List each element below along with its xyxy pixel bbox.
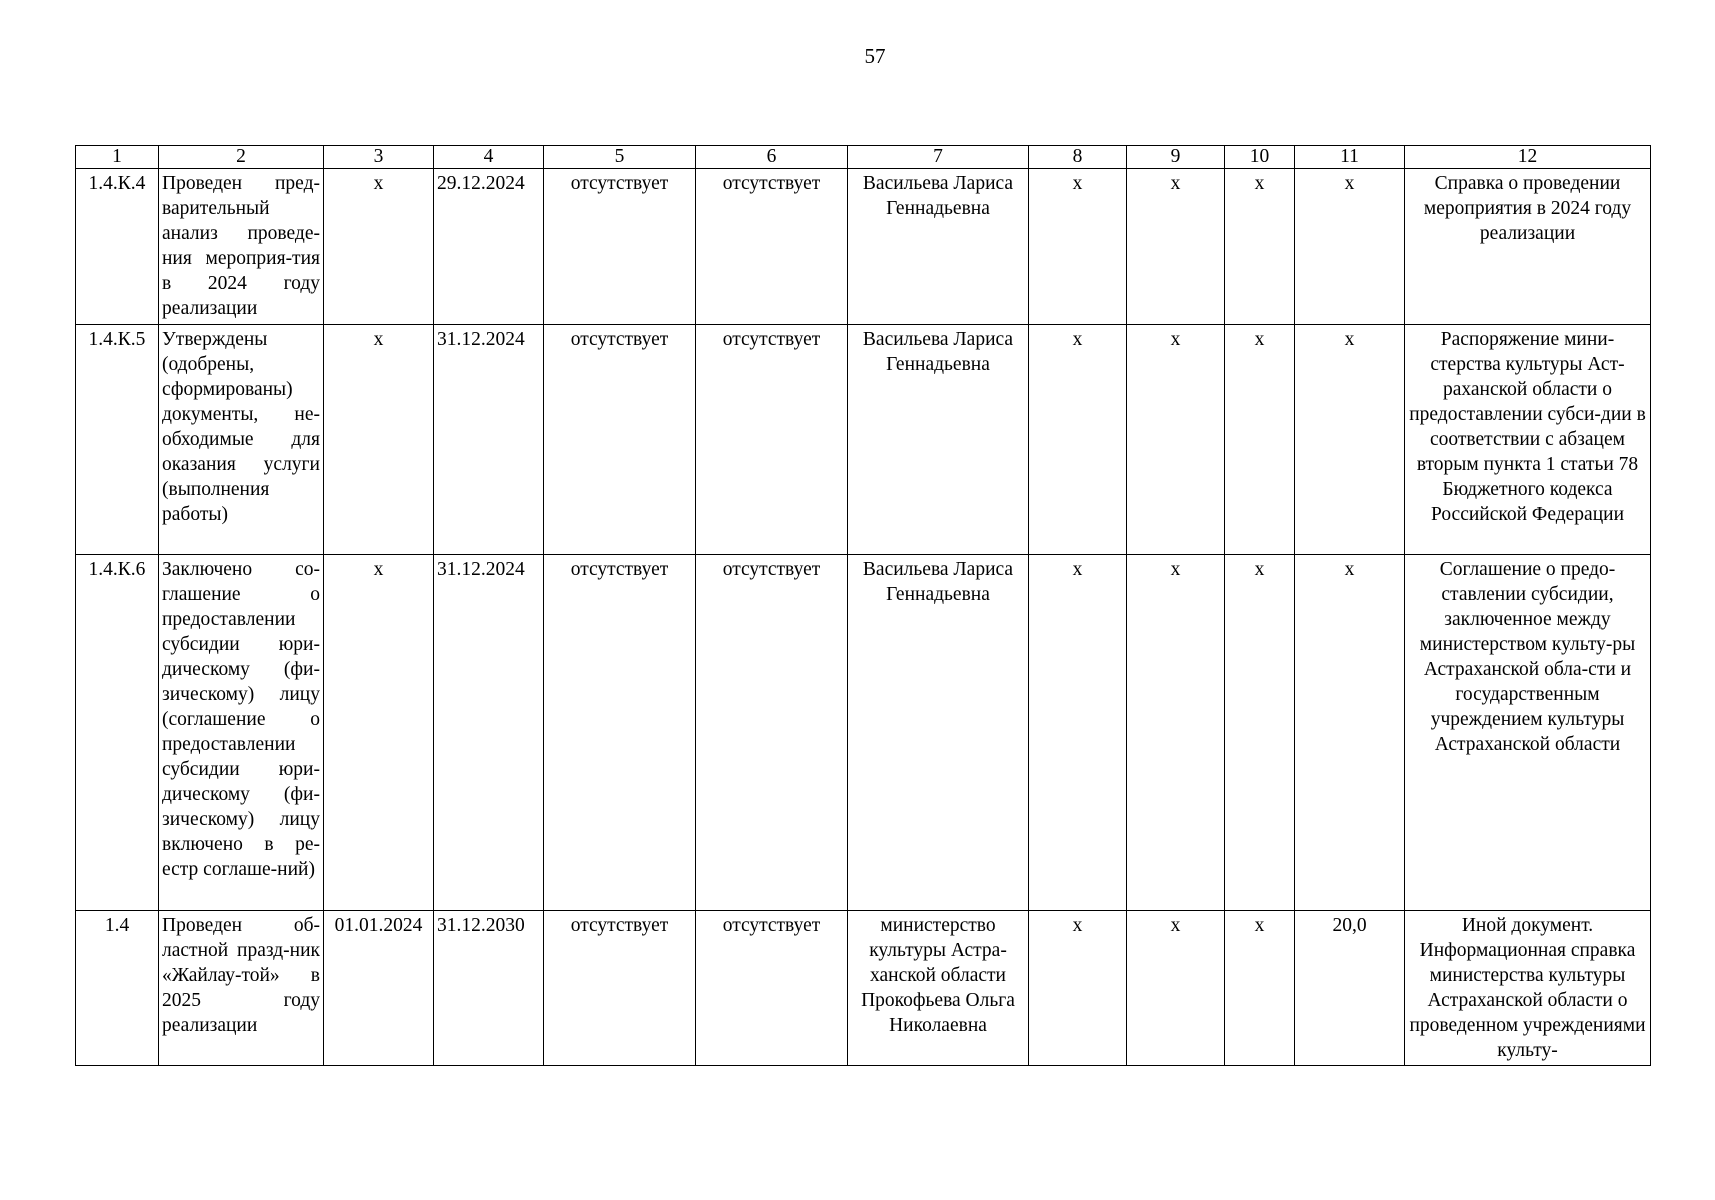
cell-col9: x [1127,555,1225,911]
column-header: 6 [696,146,848,169]
cell-col10: x [1225,911,1295,1066]
column-header: 2 [159,146,324,169]
column-header: 1 [76,146,159,169]
cell-col8: x [1029,169,1127,325]
start-date-cell: 01.01.2024 [324,911,434,1066]
cell-col6: отсутствует [696,555,848,911]
responsible-cell: министерство культуры Астра-ханской области Прокофьева Ольга Николаевна [848,911,1029,1066]
cell-col11: x [1295,169,1405,325]
cell-col6: отсутствует [696,325,848,555]
start-date-cell: x [324,325,434,555]
table-row [76,325,1651,555]
description-cell: Проведен об-ластной празд-ник «Жайлау-той» в 2025 году реализации [159,911,324,1066]
cell-col11: x [1295,325,1405,555]
start-date-cell: x [324,169,434,325]
cell-col9: x [1127,911,1225,1066]
document-cell: Распоряжение мини-стерства культуры Аст-раханской области о предоставлении субси-дии в соответствии с абзацем вторым пункта 1 статьи 78 Бюджетного кодекса Российской Федерации [1405,325,1651,555]
cell-col10: x [1225,169,1295,325]
cell-col5: отсутствует [544,911,696,1066]
row-id-cell: 1.4 [76,911,159,1066]
document-cell: Иной документ. Информационная справка министерства культуры Астраханской области о проведенном учреждениями культу- [1405,911,1651,1066]
description-cell: Проведен пред-варительный анализ проведе-ния мероприя-тия в 2024 году реализации [159,169,324,325]
cell-col8: x [1029,911,1127,1066]
cell-col11: 20,0 [1295,911,1405,1066]
column-header: 5 [544,146,696,169]
cell-col5: отсутствует [544,325,696,555]
responsible-cell: Васильева Лариса Геннадьевна [848,555,1029,911]
responsible-cell: Васильева Лариса Геннадьевна [848,169,1029,325]
cell-col11: x [1295,555,1405,911]
end-date-cell: 31.12.2024 [434,555,544,911]
cell-col6: отсутствует [696,169,848,325]
column-header: 3 [324,146,434,169]
end-date-cell: 31.12.2024 [434,325,544,555]
cell-col10: x [1225,325,1295,555]
column-header: 4 [434,146,544,169]
document-cell: Справка о проведении мероприятия в 2024 году реализации [1405,169,1651,325]
cell-col8: x [1029,325,1127,555]
column-header: 9 [1127,146,1225,169]
page-number: 57 [864,44,886,68]
table-row [76,911,1651,1066]
column-header: 12 [1405,146,1651,169]
row-id-cell: 1.4.К.6 [76,555,159,911]
column-number-row [76,146,1651,169]
description-cell: Утверждены (одобрены, сформированы) документы, не-обходимые для оказания услуги (выполнения работы) [159,325,324,555]
end-date-cell: 29.12.2024 [434,169,544,325]
document-cell: Соглашение о предо-ставлении субсидии, заключенное между министерством культу-ры Астраханской обла-сти и государственным учреждением культуры Астраханской области [1405,555,1651,911]
cell-col9: x [1127,325,1225,555]
end-date-cell: 31.12.2030 [434,911,544,1066]
table-row [76,169,1651,325]
cell-col9: x [1127,169,1225,325]
column-header: 11 [1295,146,1405,169]
description-cell: Заключено со-глашение о предоставлении субсидии юри-дическому (фи-зическому) лицу (соглашение о предоставлении субсидии юри-дическому (фи-зическому) лицу включено в ре-естр соглаше-ний) [159,555,324,911]
cell-col10: x [1225,555,1295,911]
cell-col5: отсутствует [544,169,696,325]
table-row [76,555,1651,911]
cell-col8: x [1029,555,1127,911]
column-header: 7 [848,146,1029,169]
cell-col5: отсутствует [544,555,696,911]
row-id-cell: 1.4.К.5 [76,325,159,555]
cell-col6: отсутствует [696,911,848,1066]
start-date-cell: x [324,555,434,911]
row-id-cell: 1.4.К.4 [76,169,159,325]
responsible-cell: Васильева Лариса Геннадьевна [848,325,1029,555]
plan-table [75,145,1651,1066]
column-header: 10 [1225,146,1295,169]
column-header: 8 [1029,146,1127,169]
